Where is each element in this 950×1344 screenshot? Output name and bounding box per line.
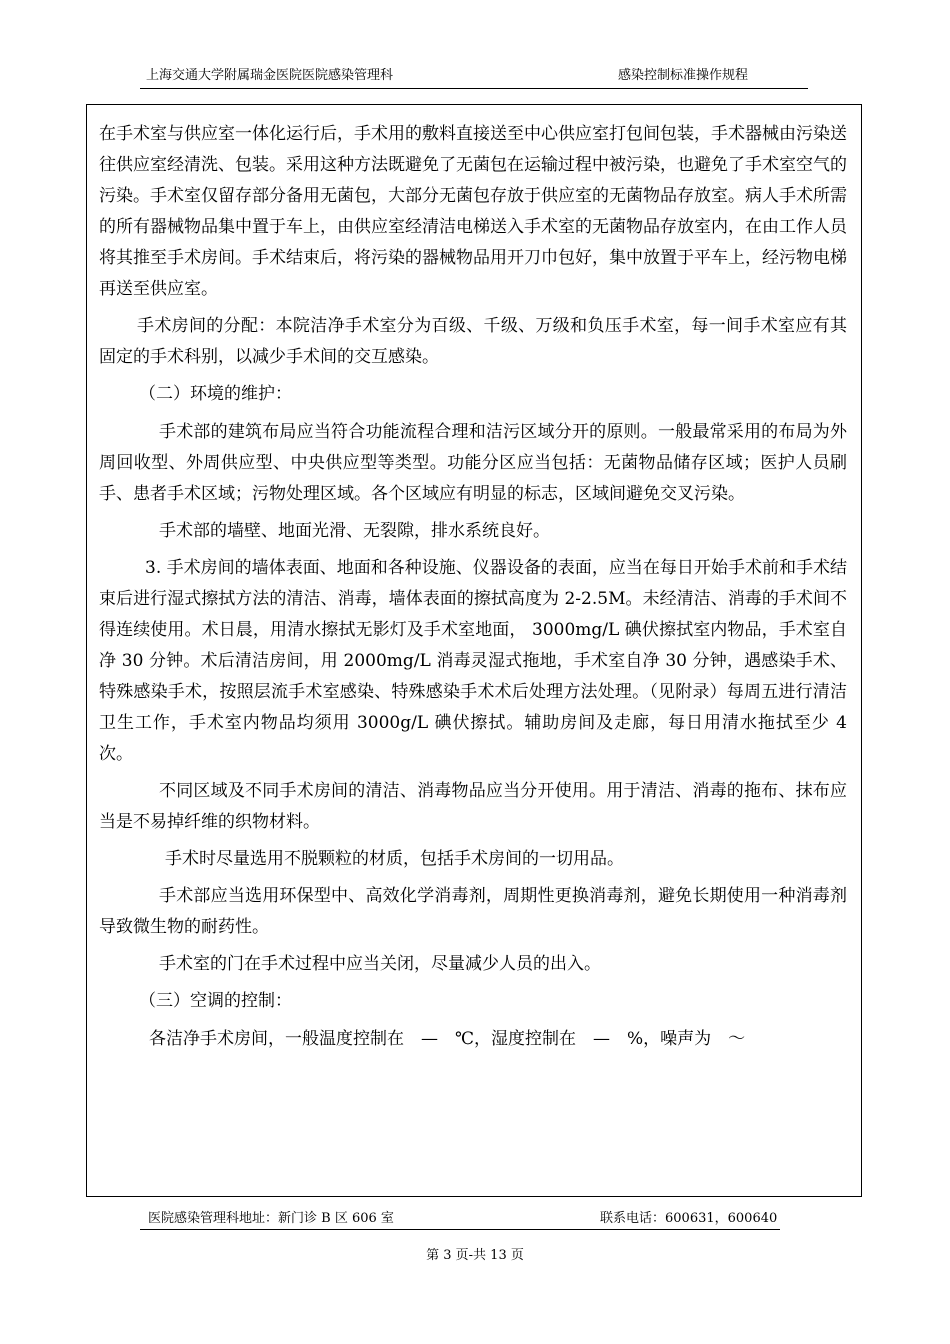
section-heading-environment: （二）环境的维护： (139, 384, 292, 404)
header-department: 上海交通大学附属瑞金医院医院感染管理科 (146, 68, 394, 83)
paragraph-cleaning: 3. 手术房间的墙体表面、地面和各种设施、仪器设备的表面，应当在每日开始手术前和手术结束后进行湿式擦拭方法的清洁、消毒，墙体表面的擦拭高度为 2-2.5M。未经清洁、消毒的手术间不得连续使用。术日晨，用清水擦拭无影灯及手术室地面， 3000mg/L 碘伏擦拭室内物品，手术室自净 30 分钟。术后清洁房间，用 2000mg/L 消毒灵湿式拖地，手术室自净 30 分钟，遇感染手术、特殊感染手术，按照层流手术室感染、特殊感染手术术后处理方法处理。（见附录）每周五进行清洁卫生工作，手术室内物品均须用 3000g/L 碘伏擦拭。辅助房间及走廊，每日用清水拖拭至少 4 次。 (99, 558, 847, 764)
page-number: 第 3 页-共 13 页 (426, 1248, 524, 1263)
paragraph-layout: 手术部的建筑布局应当符合功能流程合理和洁污区域分开的原则。一般最常采用的布局为外周回收型、外周供应型、中央供应型等类型。功能分区应当包括：无菌物品储存区域；医护人员刷手、患者手术区域；污物处理区域。各个区域应有明显的标志，区域间避免交叉污染。 (99, 422, 847, 504)
paragraph-disinfectant: 手术部应当选用环保型中、高效化学消毒剂，周期性更换消毒剂，避免长期使用一种消毒剂导致微生物的耐药性。 (99, 886, 847, 937)
document-body (99, 119, 847, 1061)
paragraph-temperature-humidity: 各洁净手术房间，一般温度控制在 — ℃，湿度控制在 — %，噪声为 ～ (149, 1029, 746, 1049)
page-footer (140, 1209, 780, 1230)
header-document-title: 感染控制标准操作规程 (618, 68, 749, 83)
paragraph-room-allocation: 手术房间的分配：本院洁净手术室分为百级、千级、万级和负压手术室，每一间手术室应有其固定的手术科别，以减少手术间的交互感染。 (99, 316, 847, 367)
paragraph-walls-floor: 手术部的墙壁、地面光滑、无裂隙，排水系统良好。 (159, 521, 550, 541)
paragraph-materials: 手术时尽量选用不脱颗粒的材质，包括手术房间的一切用品。 (165, 849, 624, 869)
page-header (140, 64, 808, 89)
paragraph-supply-integration: 在手术室与供应室一体化运行后，手术用的敷料直接送至中心供应室打包间包装，手术器械由污染送往供应室经清洗、包装。采用这种方法既避免了无菌包在运输过程中被污染，也避免了手术室空气的污染。手术室仅留存部分备用无菌包，大部分无菌包存放于供应室的无菌物品存放室。病人手术所需的所有器械物品集中置于车上，由供应室经清洁电梯送入手术室的无菌物品存放室内，在由工作人员将其推至手术房间。手术结束后，将污染的器械物品用开刀巾包好，集中放置于平车上，经污物电梯再送至供应室。 (99, 124, 847, 299)
paragraph-cleaning-supplies: 不同区域及不同手术房间的清洁、消毒物品应当分开使用。用于清洁、消毒的拖布、抹布应当是不易掉纤维的织物材料。 (99, 781, 847, 832)
section-heading-air-conditioning: （三）空调的控制： (139, 991, 292, 1011)
content-frame (86, 104, 862, 1197)
paragraph-doors: 手术室的门在手术过程中应当关闭，尽量减少人员的出入。 (159, 954, 601, 974)
footer-phone: 联系电话：600631，600640 (600, 1211, 778, 1226)
footer-address: 医院感染管理科地址：新门诊 B 区 606 室 (148, 1211, 394, 1226)
